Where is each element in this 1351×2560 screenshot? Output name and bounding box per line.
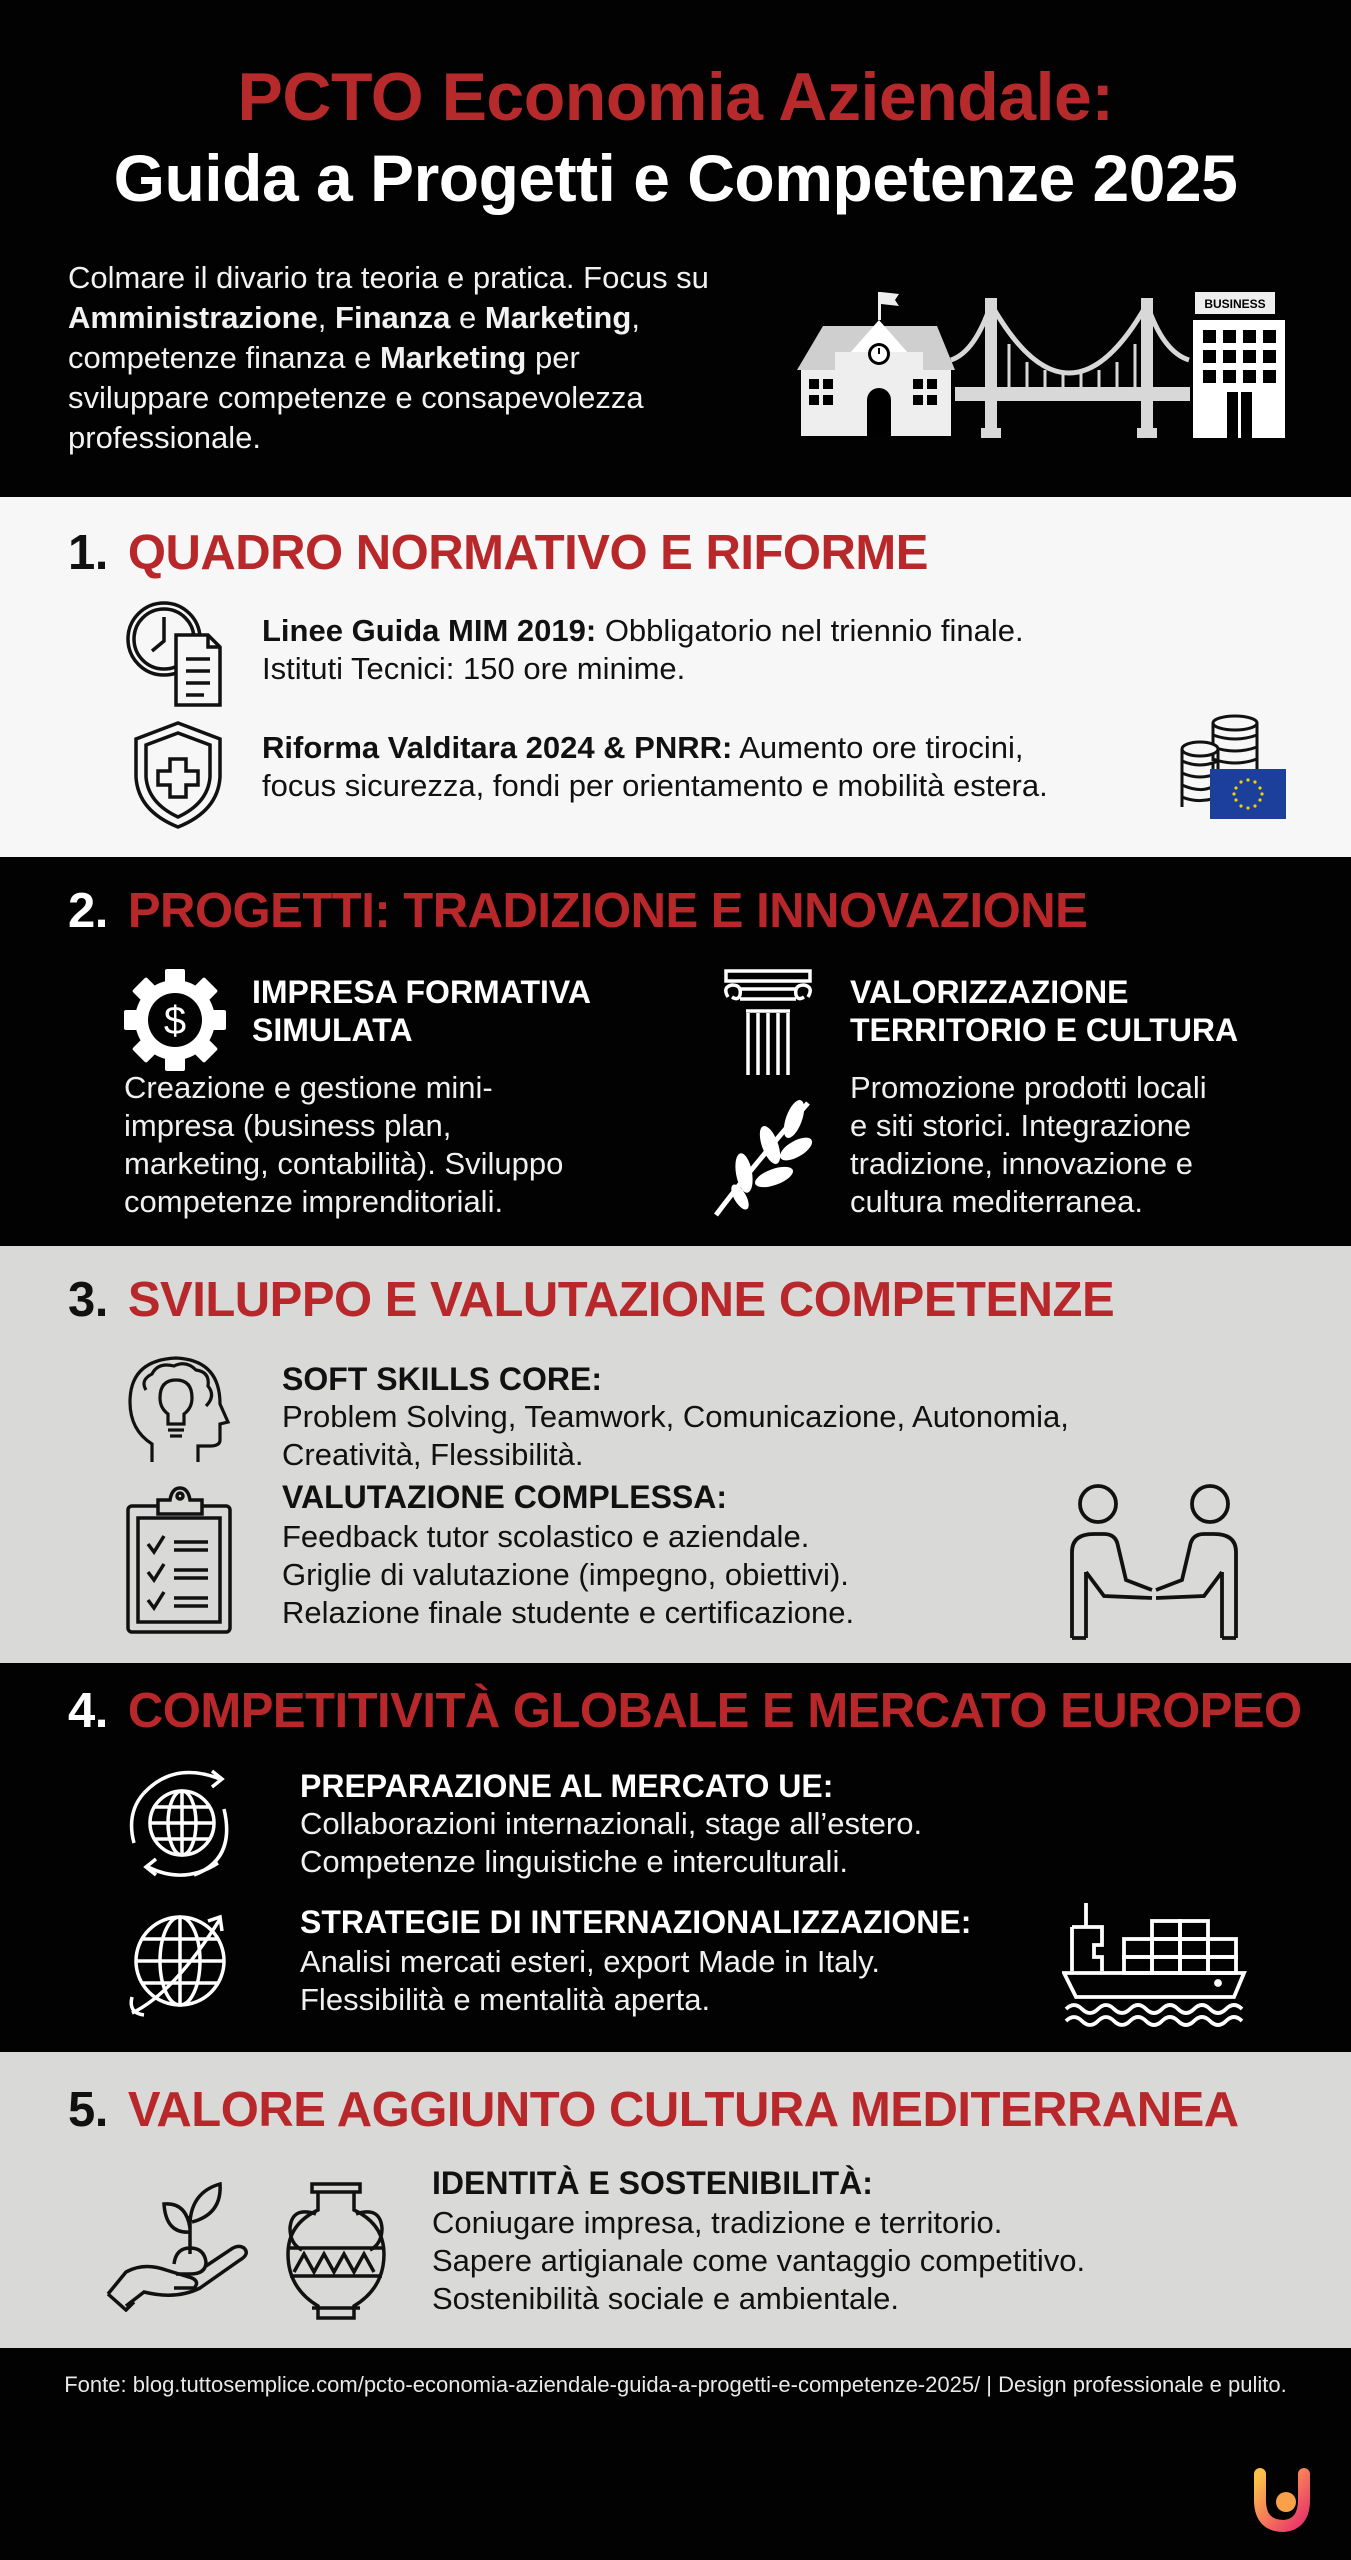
olive-branch-icon: [712, 1097, 822, 1217]
header-section: [0, 0, 1351, 497]
section-number: 2.: [68, 884, 108, 938]
intro-seg: , competenze finanza e: [68, 300, 640, 375]
svg-text:$: $: [163, 999, 187, 1043]
body-line: Collaborazioni internazionali, stage all’estero.: [300, 1806, 923, 1841]
handshake-people-icon: [1064, 1482, 1244, 1640]
item-text: Obbligatorio nel triennio finale.: [596, 613, 1024, 648]
business-sign: BUSINESS: [1204, 297, 1266, 311]
body-line: Relazione finale studente e certificazione.: [282, 1595, 855, 1630]
office-building-icon: [1193, 292, 1285, 438]
project-body-valorizzazione: [850, 1069, 1310, 1221]
school-bridge-business-illustration: [795, 282, 1285, 442]
globe-arrow-icon: [124, 1903, 238, 2021]
coins-eu-flag-icon: [1180, 713, 1290, 821]
gear-dollar-icon: [122, 967, 228, 1073]
section-heading: [68, 525, 928, 581]
brain-lightbulb-icon: [124, 1350, 234, 1466]
section-progetti: [0, 857, 1351, 1246]
body-line: Sostenibilità sociale e ambientale.: [432, 2281, 899, 2316]
hand-plant-icon: [104, 2182, 254, 2312]
intro-bold: Amministrazione: [68, 300, 318, 335]
intro-seg: ,: [317, 300, 336, 335]
source-citation: Fonte: blog.tuttosemplice.com/pcto-economia-aziendale-guida-a-progetti-e-competenze-2025/ | Design professionale e pulito.: [64, 2372, 1287, 2397]
body-line: Griglie di valutazione (impegno, obiettivi).: [282, 1557, 849, 1592]
section-heading: [68, 2082, 1239, 2138]
shield-cross-icon: [130, 719, 226, 831]
globe-cycle-icon: [124, 1763, 238, 1881]
body-line: Flessibilità e mentalità aperta.: [300, 1982, 711, 2017]
body-line: Creazione e gestione mini-: [124, 1070, 493, 1105]
section-competitivita-globale: [0, 1663, 1351, 2052]
intro-text: [68, 258, 718, 458]
body-line: Sapere artigianale come vantaggio competitivo.: [432, 2243, 1086, 2278]
title-line-2: Guida a Progetti e Competenze 2025: [113, 141, 1238, 215]
item-label: Linee Guida MIM 2019:: [262, 613, 597, 648]
section-number: 4.: [68, 1684, 108, 1738]
section-title: QUADRO NORMATIVO E RIFORME: [127, 526, 928, 580]
body-line: marketing, contabilità). Sviluppo: [124, 1146, 564, 1181]
heading-line: VALORIZZAZIONE: [850, 974, 1129, 1010]
item-text: focus sicurezza, fondi per orientamento e mobilità estera.: [262, 768, 1048, 803]
intro-seg: per sviluppare competenze e consapevolezza professionale.: [68, 340, 644, 455]
tuttosemplice-logo-icon: [1250, 2466, 1312, 2532]
footer: [0, 2348, 1351, 2560]
body-line: Coniugare impresa, tradizione e territorio.: [432, 2205, 1003, 2240]
section-number: 1.: [68, 526, 108, 580]
project-heading-valorizzazione: [850, 973, 1290, 1049]
item-text: Aumento ore tirocini,: [732, 730, 1024, 765]
body-line: cultura mediterranea.: [850, 1184, 1143, 1219]
market-heading-internazionalizzazione: STRATEGIE DI INTERNAZIONALIZZAZIONE:: [300, 1904, 972, 1940]
project-body-impresa: [124, 1069, 684, 1221]
body-line: impresa (business plan,: [124, 1108, 452, 1143]
school-icon: [797, 292, 955, 436]
culture-body: [432, 2204, 1332, 2318]
item-riforma-valditara: [262, 729, 1202, 805]
title-line-1: PCTO Economia Aziendale:: [237, 59, 1114, 135]
item-label: Riforma Valditara 2024 & PNRR:: [262, 730, 733, 765]
body-line: Competenze linguistiche e interculturali.: [300, 1844, 848, 1879]
competence-heading-valutazione: VALUTAZIONE COMPLESSA:: [282, 1479, 728, 1515]
market-heading-ue: PREPARAZIONE AL MERCATO UE:: [300, 1768, 834, 1804]
body-line: tradizione, innovazione e: [850, 1146, 1193, 1181]
amphora-icon: [282, 2180, 390, 2322]
body-line: Problem Solving, Teamwork, Comunicazione, Autonomia,: [282, 1399, 1069, 1434]
cargo-ship-icon: [1062, 1901, 1248, 2027]
competence-body-valutazione: [282, 1518, 1082, 1632]
bridge-icon: [951, 298, 1190, 438]
competence-heading-soft-skills: SOFT SKILLS CORE:: [282, 1361, 602, 1397]
intro-seg: Colmare il divario tra teoria e pratica. Focus su: [68, 260, 709, 295]
culture-heading: IDENTITÀ E SOSTENIBILITÀ:: [432, 2165, 873, 2201]
heading-line: TERRITORIO E CULTURA: [850, 1012, 1239, 1048]
section-title: SVILUPPO E VALUTAZIONE COMPETENZE: [127, 1273, 1115, 1327]
intro-bold: Marketing: [484, 300, 632, 335]
intro-bold: Finanza: [335, 300, 451, 335]
body-line: Analisi mercati esteri, export Made in Italy.: [300, 1944, 881, 1979]
section-title: PROGETTI: TRADIZIONE E INNOVAZIONE: [127, 884, 1088, 938]
ionic-column-icon: [718, 967, 818, 1077]
item-linee-guida: [262, 612, 1182, 688]
section-heading: [68, 1683, 1302, 1739]
heading-line: SIMULATA: [252, 1012, 413, 1048]
body-line: Feedback tutor scolastico e aziendale.: [282, 1519, 810, 1554]
section-cultura-mediterranea: [0, 2052, 1351, 2348]
project-heading-impresa: [252, 973, 672, 1049]
section-number: 5.: [68, 2083, 108, 2137]
intro-bold: Marketing: [379, 340, 527, 375]
section-heading: [68, 1272, 1114, 1328]
clipboard-checklist-icon: [124, 1486, 234, 1636]
body-line: e siti storici. Integrazione: [850, 1108, 1192, 1143]
section-title: VALORE AGGIUNTO CULTURA MEDITERRANEA: [127, 2083, 1239, 2137]
body-line: Promozione prodotti locali: [850, 1070, 1207, 1105]
heading-line: IMPRESA FORMATIVA: [252, 974, 591, 1010]
section-title: COMPETITIVITÀ GLOBALE E MERCATO EUROPEO: [127, 1684, 1302, 1738]
section-number: 3.: [68, 1273, 108, 1327]
body-line: competenze imprenditoriali.: [124, 1184, 504, 1219]
clock-document-icon: [124, 599, 234, 709]
section-heading: [68, 883, 1087, 939]
section-quadro-normativo: [0, 497, 1351, 857]
competence-body-soft-skills: [282, 1398, 1282, 1474]
market-body-ue: [300, 1805, 1200, 1881]
item-text: Istituti Tecnici: 150 ore minime.: [262, 651, 686, 686]
intro-seg: e: [450, 300, 485, 335]
section-sviluppo-competenze: [0, 1246, 1351, 1663]
body-line: Creatività, Flessibilità.: [282, 1437, 584, 1472]
